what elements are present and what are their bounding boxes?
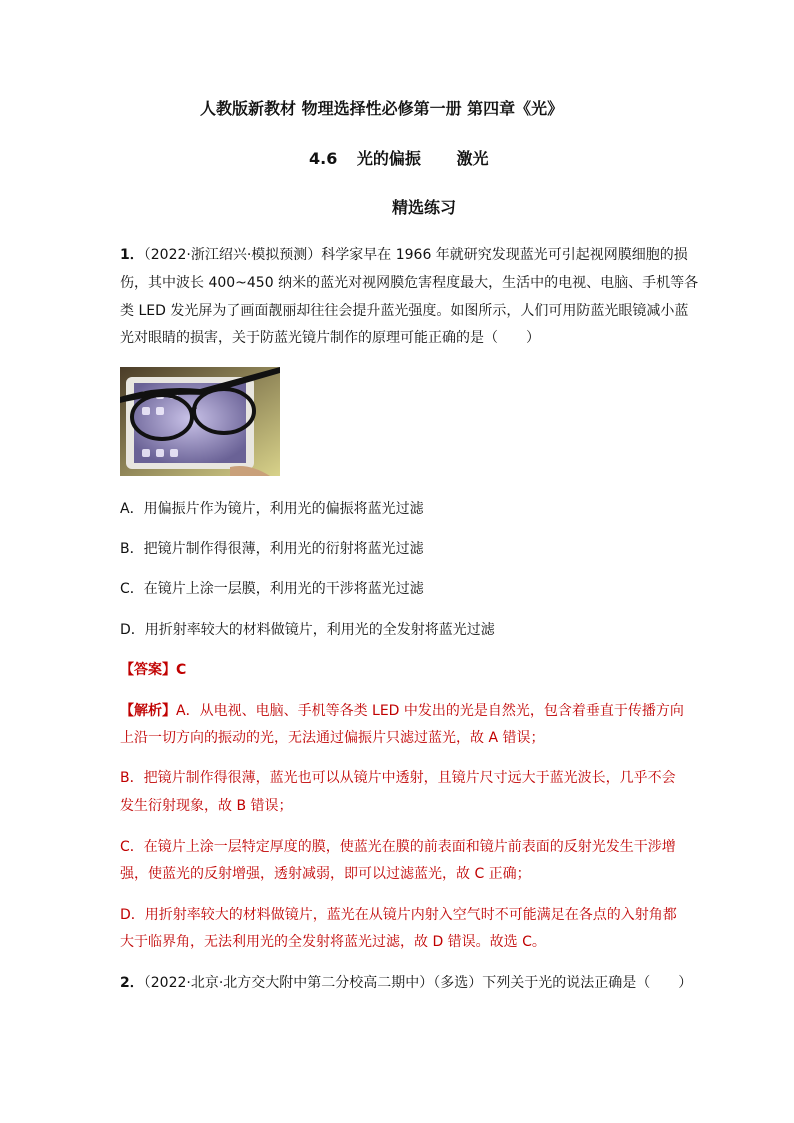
analysis-label: 【解析】 [120, 703, 176, 719]
analysis-text: A．从电视、电脑、手机等各类 LED 中发出的光是自然光，包含着垂直于传播方向 [176, 703, 684, 719]
option-a: A．用偏振片作为镜片，利用光的偏振将蓝光过滤 [120, 501, 424, 517]
question-number: 1． [120, 247, 144, 263]
analysis-line-7: D．用折射率较大的材料做镜片，蓝光在从镜片内射入空气时不可能满足在各点的入射角都 [120, 907, 677, 923]
section-title-2: 激光 [456, 149, 489, 168]
question-1-line-3: 类 LED 发光屏为了画面靓丽却往往会提升蓝光强度。如图所示，人们可用防蓝光眼镜减小蓝 [120, 303, 689, 319]
option-b: B．把镜片制作得很薄，利用光的衍射将蓝光过滤 [120, 541, 424, 557]
analysis-line-6: 强，使蓝光的反射增强，透射减弱，即可以过滤蓝光，故 C 正确； [120, 866, 531, 882]
analysis-line-2: 上沿一切方向的振动的光，无法通过偏振片只滤过蓝光，故 A 错误； [120, 730, 545, 746]
question-1-line-2: 伤，其中波长 400~450 纳米的蓝光对视网膜危害程度最大，生活中的电视、电脑、手机等各 [120, 275, 699, 291]
question-1-line-4: 光对眼睛的损害，关于防蓝光镜片制作的原理可能正确的是（ ） [120, 330, 540, 346]
option-d: D．用折射率较大的材料做镜片，利用光的全发射将蓝光过滤 [120, 622, 495, 638]
analysis-line-4: 发生衍射现象，故 B 错误； [120, 798, 293, 814]
question-2-text: （2022·北京·北方交大附中第二分校高二期中）（多选）下列关于光的说法正确是（ ） [143, 975, 693, 991]
analysis-line-5: C．在镜片上涂一层特定厚度的膜，使蓝光在膜的前表面和镜片前表面的反射光发生干涉增 [120, 839, 676, 855]
section-heading [309, 150, 489, 168]
question-2-number: 2． [120, 975, 144, 991]
question-2 [120, 974, 692, 992]
subtitle: 精选练习 [392, 198, 457, 217]
document-title: 人教版新教材 物理选择性必修第一册 第四章《光》 [200, 99, 564, 118]
analysis-line-8: 大于临界角，无法利用光的全发射将蓝光过滤，故 D 错误。故选 C。 [120, 934, 546, 950]
section-number: 4.6 [309, 149, 338, 168]
option-c: C．在镜片上涂一层膜，利用光的干涉将蓝光过滤 [120, 581, 424, 597]
question-1-line-1 [120, 246, 688, 264]
glasses-tablet-photo [120, 367, 280, 476]
answer-value: C [176, 662, 187, 678]
answer-label: 【答案】 [120, 662, 176, 678]
answer-line [120, 661, 186, 679]
question-1-text: （2022·浙江绍兴·模拟预测）科学家早在 1966 年就研究发现蓝光可引起视网膜细胞的损 [143, 247, 688, 263]
analysis-line-3: B．把镜片制作得很薄，蓝光也可以从镜片中透射，且镜片尺寸远大于蓝光波长，几乎不会 [120, 770, 676, 786]
analysis-line-1 [120, 702, 684, 720]
section-title: 光的偏振 [356, 149, 421, 168]
